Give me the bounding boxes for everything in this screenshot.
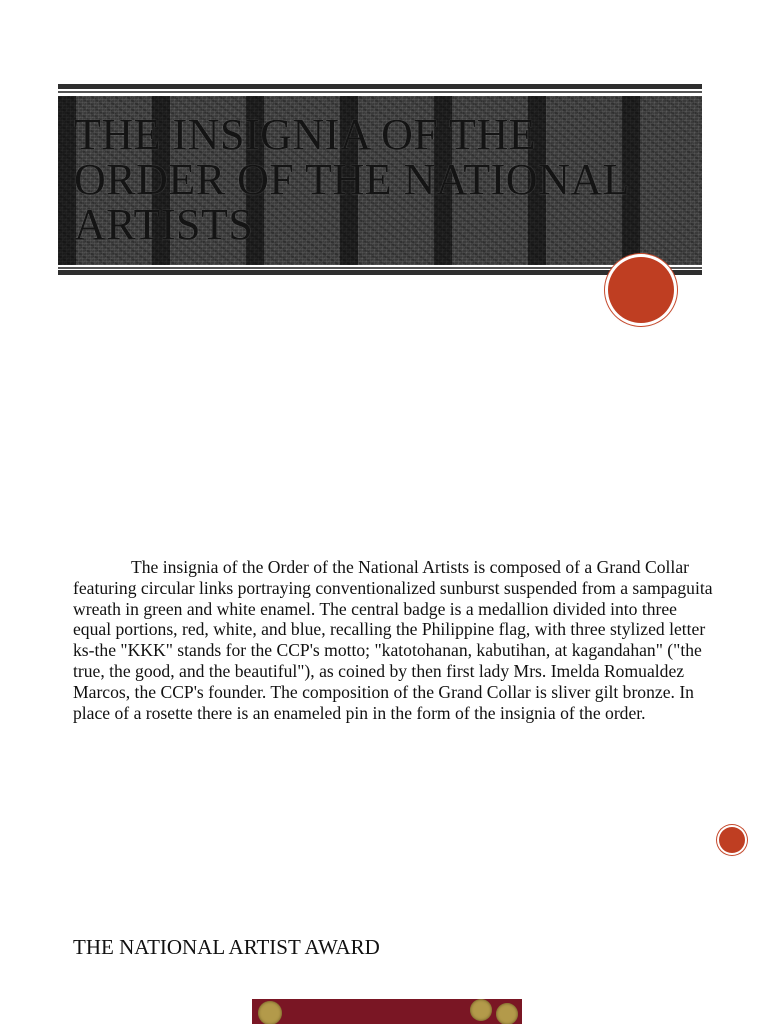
medal-icon [258, 1001, 282, 1024]
medal-icon [470, 999, 492, 1021]
award-medal-photo [252, 999, 522, 1024]
banner-top-rule-thin [58, 91, 702, 93]
banner-top-rule [58, 84, 702, 89]
decorative-circle-large [608, 257, 674, 323]
banner-bottom-rule [58, 270, 702, 275]
banner-texture [58, 96, 702, 265]
title-banner [58, 84, 702, 278]
section-subheading: THE NATIONAL ARTIST AWARD [73, 935, 380, 959]
slide-title: THE INSIGNIA OF THE ORDER OF THE NATIONAL ARTISTS [74, 110, 629, 249]
banner-bottom-rule-thin [58, 267, 702, 269]
body-paragraph: The insignia of the Order of the National Artists is composed of a Grand Collar featuring circular links portraying conventionalized sunburst suspended from a sampaguita wreath in green and white enamel. The central badge is a medallion divided into three equal portions, red, white, and blue, recalling the Philippine flag, with three stylized letter ks-the "KKK" stands for the CCP's motto; "katotohanan, kabutihan, at kagandahan" ("the true, the good, and the beautiful"), as coined by then first lady Mrs. Imelda Romualdez Marcos, the CCP's founder. The composition of the Grand Collar is sliver gilt bronze. In place of a rosette there is an enameled pin in the form of the insignia of the order. [73, 557, 713, 723]
decorative-circle-small [719, 827, 745, 853]
medal-icon [496, 1003, 518, 1024]
